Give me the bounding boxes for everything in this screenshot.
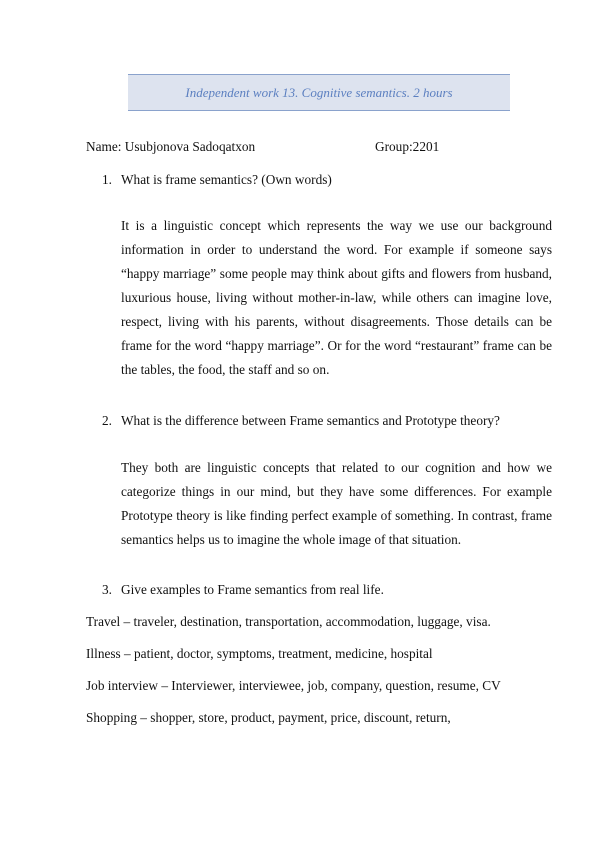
answer-1: It is a linguistic concept which represents the way we use our background information in order to understand the word. For example if someone says “happy marriage” some people may think about gifts and flowers from husband, luxurious house, living without mother-in-law, while others can imagine love, respect, living with his parents, without disagreements. Those details can be frame for the word “happy marriage”. Or for the word “restaurant” frame can be the tables, the food, the staff and so on. (121, 218, 552, 377)
example-job-interview: Job interview – Interviewer, interviewee, job, company, question, resume, CV (86, 678, 501, 693)
example-shopping: Shopping – shopper, store, product, payment, price, discount, return, (86, 710, 451, 725)
answer-2: They both are linguistic concepts that related to our cognition and how we categorize things in our mind, but they have some differences. For example Prototype theory is like finding perfect example of something. In contrast, frame semantics helps us to imagine the whole image of that situation. (121, 460, 552, 547)
question-1-number: 1. (102, 172, 112, 187)
question-3-number: 3. (102, 582, 112, 597)
title-banner (128, 74, 510, 111)
question-1-text: What is frame semantics? (Own words) (121, 172, 332, 187)
example-travel: Travel – traveler, destination, transportation, accommodation, luggage, visa. (86, 614, 491, 629)
student-name: Name: Usubjonova Sadoqatxon (86, 139, 256, 154)
document-title: Independent work 13. Cognitive semantics. 2 hours (185, 84, 453, 100)
student-group: Group:2201 (375, 139, 440, 154)
example-illness: Illness – patient, doctor, symptoms, treatment, medicine, hospital (86, 646, 433, 661)
question-2-text: What is the difference between Frame semantics and Prototype theory? (121, 413, 500, 428)
question-2-number: 2. (102, 413, 112, 428)
question-3-text: Give examples to Frame semantics from real life. (121, 582, 384, 597)
